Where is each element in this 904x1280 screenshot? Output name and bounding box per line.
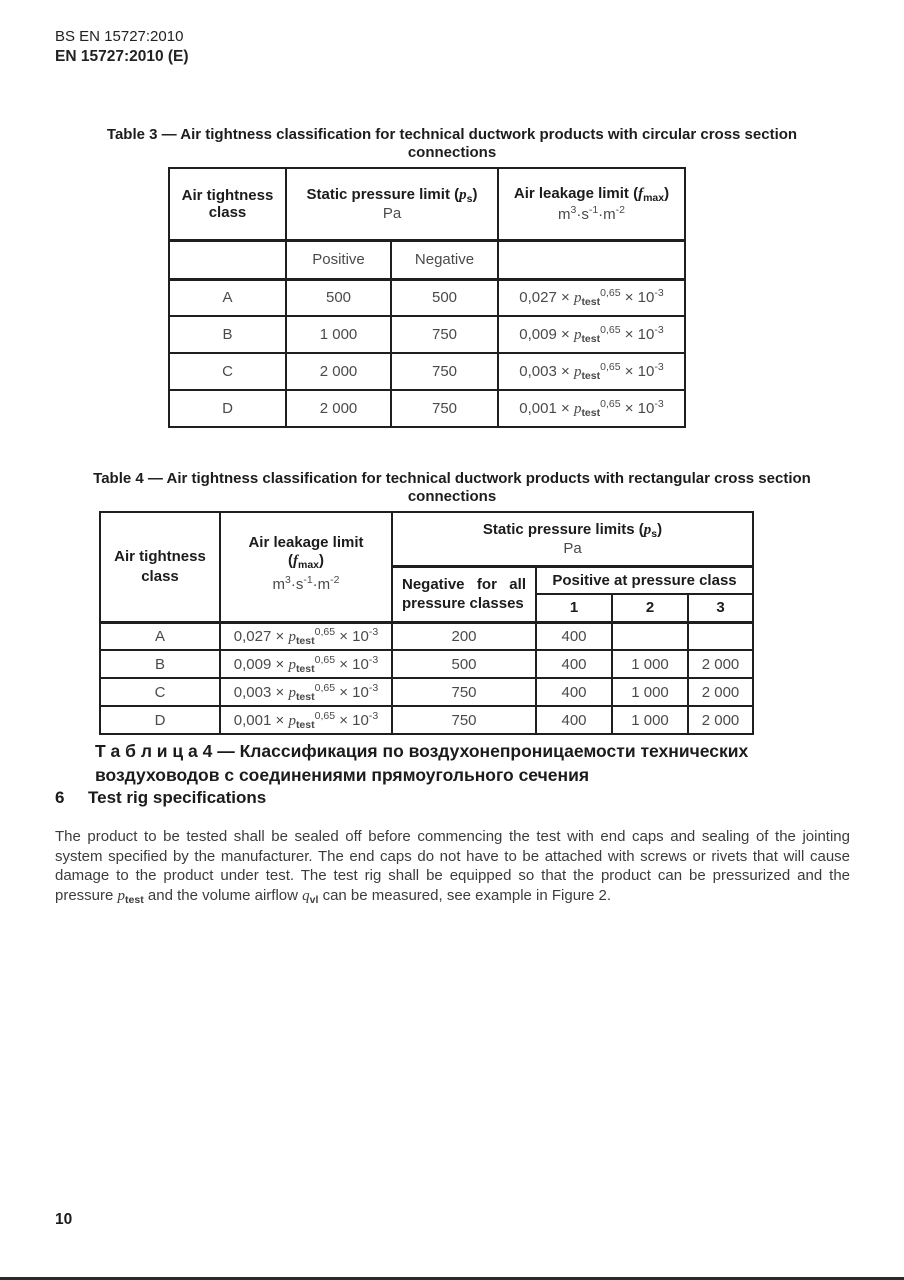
table4-header-row-1 bbox=[100, 512, 753, 566]
positive-subheader: Positive bbox=[286, 240, 391, 279]
table3-header-row-2 bbox=[169, 240, 685, 279]
leakage-header-symbol: $(f_{max})$ bbox=[287, 552, 324, 572]
table-cell-negative: 750 bbox=[392, 706, 536, 734]
table-cell-formula: $0,003 \times p_{test}^{0,65} \times 10^{-3}$ bbox=[498, 353, 685, 390]
table-cell-positive: 500 bbox=[286, 279, 391, 316]
table-cell-negative: 500 bbox=[391, 279, 498, 316]
table-cell-formula: $0,009 \times p_{test}^{0,65} \times 10^{-3}$ bbox=[220, 650, 392, 678]
table-cell-formula: $0,001 \times p_{test}^{0,65} \times 10^{-3}$ bbox=[498, 390, 685, 427]
pressure-class-3-header: 3 bbox=[688, 594, 753, 622]
col1-header-line1: Air tightness bbox=[114, 547, 206, 565]
negative-all-classes-header: Negative for all pressure classes bbox=[392, 566, 536, 622]
standard-reference: BS EN 15727:2010 bbox=[55, 28, 184, 45]
table-cell-formula: $0,003 \times p_{test}^{0,65} \times 10^{-3}$ bbox=[220, 678, 392, 706]
table3-header-row-1 bbox=[169, 168, 685, 240]
table-row bbox=[100, 622, 753, 650]
empty-cell bbox=[169, 240, 286, 279]
table-cell-class: B bbox=[169, 316, 286, 353]
table-cell-class: C bbox=[169, 353, 286, 390]
page-number: 10 bbox=[55, 1211, 73, 1228]
table4-caption bbox=[0, 470, 904, 506]
table-cell-formula: $0,001 \times p_{test}^{0,65} \times 10^{-3}$ bbox=[220, 706, 392, 734]
pressure-header-unit: Pa bbox=[382, 204, 402, 222]
empty-cell bbox=[498, 240, 685, 279]
leakage-header-unit: $m^3\cdot s^{-1}\cdot m^{-2}$ bbox=[272, 574, 340, 594]
table-cell-positive: 2 000 bbox=[286, 353, 391, 390]
table-cell-p3 bbox=[688, 622, 753, 650]
table-row bbox=[169, 353, 685, 390]
table-cell-negative: 750 bbox=[392, 678, 536, 706]
table-row bbox=[100, 650, 753, 678]
table-cell-p3: 2 000 bbox=[688, 678, 753, 706]
standard-reference-en: EN 15727:2010 (E) bbox=[55, 48, 189, 65]
positive-pressure-class-header: Positive at pressure class bbox=[536, 566, 753, 594]
pressure-class-1-header: 1 bbox=[536, 594, 612, 622]
russian-caption-line2: воздуховодов с соединениями прямоугольного сечения bbox=[95, 765, 590, 785]
table-row bbox=[169, 390, 685, 427]
table3-caption bbox=[0, 126, 904, 162]
table-row bbox=[100, 678, 753, 706]
col1-header-line1: Air tightness bbox=[181, 186, 274, 204]
doc-header bbox=[55, 27, 189, 67]
body-paragraph: The product to be tested shall be sealed off before commencing the test with end caps and sealing of the jointing system specified by the manufacturer. The end caps do not have to be attached with screws or rivets that will cause damage to the product under test. The test rig shall be equipped so that the product can be pressurized and the pressure $p_{test}$ and the volume airflow $q_{vl}$ can be measured, see example in Figure 2. bbox=[55, 828, 850, 906]
table-cell-p2 bbox=[612, 622, 688, 650]
table-cell-p3: 2 000 bbox=[688, 650, 753, 678]
table-cell-class: A bbox=[169, 279, 286, 316]
pressure-header-title: Static pressure limits $(p_s)$ bbox=[482, 520, 663, 540]
table-cell-p2: 1 000 bbox=[612, 678, 688, 706]
table-cell-positive: 1 000 bbox=[286, 316, 391, 353]
table4-leakage-header bbox=[220, 512, 392, 622]
table3-body bbox=[169, 279, 685, 427]
table4-caption-russian bbox=[95, 739, 815, 787]
table4-caption-line2: connections bbox=[407, 488, 497, 505]
leakage-header-title: Air leakage limit bbox=[248, 534, 364, 552]
table-cell-class: C bbox=[100, 678, 220, 706]
table-cell-p1: 400 bbox=[536, 678, 612, 706]
col1-header-line2: class bbox=[141, 567, 179, 585]
table-cell-negative: 750 bbox=[391, 390, 498, 427]
negative-subheader: Negative bbox=[391, 240, 498, 279]
table3-caption-line1: Table 3 — Air tightness classification for technical ductwork products with circular cross section bbox=[106, 126, 798, 143]
col1-header-line2: class bbox=[208, 203, 247, 221]
table-cell-class: B bbox=[100, 650, 220, 678]
table-cell-negative: 750 bbox=[391, 316, 498, 353]
table-cell-class: A bbox=[100, 622, 220, 650]
section-number: 6 bbox=[55, 788, 65, 807]
table-cell-negative: 200 bbox=[392, 622, 536, 650]
table3-col1-header bbox=[169, 168, 286, 240]
table-cell-class: D bbox=[100, 706, 220, 734]
table4-caption-line1: Table 4 — Air tightness classification for technical ductwork products with rectangular cross section bbox=[93, 470, 811, 487]
table-cell-p1: 400 bbox=[536, 650, 612, 678]
table4-pressure-header bbox=[392, 512, 753, 566]
table-cell-negative: 500 bbox=[392, 650, 536, 678]
table-cell-formula: $0,027 \times p_{test}^{0,65} \times 10^{-3}$ bbox=[498, 279, 685, 316]
table3-caption-line2: connections bbox=[407, 144, 497, 161]
table3-leakage-header bbox=[498, 168, 685, 240]
table-row bbox=[169, 316, 685, 353]
pressure-class-2-header: 2 bbox=[612, 594, 688, 622]
russian-caption-line1: Т а б л и ц а 4 — Классификация по воздухонепроницаемости технических bbox=[95, 741, 749, 761]
pressure-header-title: Static pressure limit $(p_s)$ bbox=[306, 185, 478, 205]
table-cell-positive: 2 000 bbox=[286, 390, 391, 427]
table3-pressure-header bbox=[286, 168, 498, 240]
pressure-header-unit: Pa bbox=[563, 539, 582, 557]
table-row bbox=[169, 279, 685, 316]
table-cell-formula: $0,009 \times p_{test}^{0,65} \times 10^{-3}$ bbox=[498, 316, 685, 353]
table-4 bbox=[99, 511, 754, 735]
table-3 bbox=[168, 167, 686, 428]
table-cell-p3: 2 000 bbox=[688, 706, 753, 734]
table-cell-formula: $0,027 \times p_{test}^{0,65} \times 10^{-3}$ bbox=[220, 622, 392, 650]
table-cell-p2: 1 000 bbox=[612, 650, 688, 678]
table-cell-p1: 400 bbox=[536, 622, 612, 650]
table4-body bbox=[100, 622, 753, 734]
section-title: Test rig specifications bbox=[88, 788, 267, 807]
table-cell-p2: 1 000 bbox=[612, 706, 688, 734]
leakage-header-title: Air leakage limit $(f_{max})$ bbox=[513, 184, 670, 204]
table4-col1-header bbox=[100, 512, 220, 622]
table-cell-class: D bbox=[169, 390, 286, 427]
table-cell-negative: 750 bbox=[391, 353, 498, 390]
leakage-header-unit: $m^3\cdot s^{-1}\cdot m^{-2}$ bbox=[557, 203, 626, 223]
table-cell-p1: 400 bbox=[536, 706, 612, 734]
table-row bbox=[100, 706, 753, 734]
section-6-heading bbox=[55, 788, 266, 808]
